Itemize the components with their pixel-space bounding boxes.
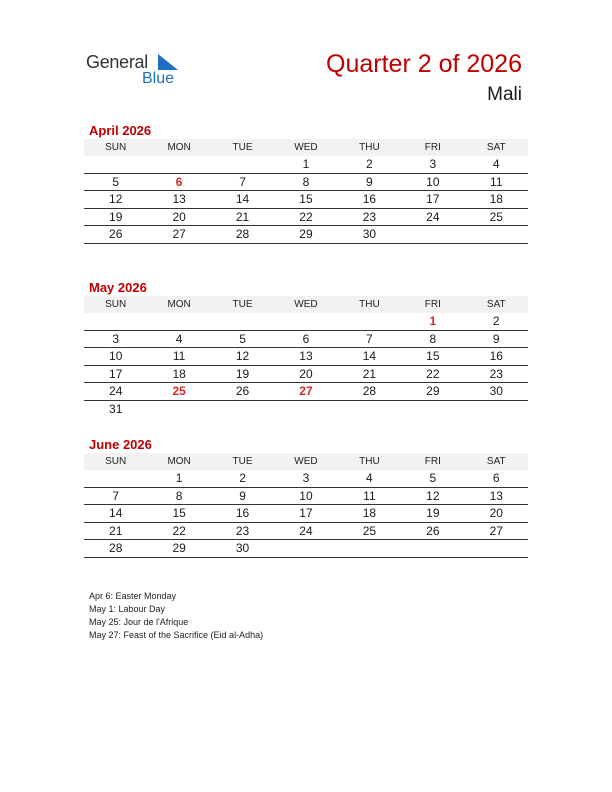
weekday-header: SAT [465, 453, 528, 470]
day-cell: 19 [401, 505, 464, 523]
day-cell: 2 [465, 313, 528, 330]
day-cell: 3 [401, 156, 464, 173]
day-cell [84, 313, 147, 330]
weekday-header: TUE [211, 296, 274, 313]
weekday-header: TUE [211, 139, 274, 156]
month-june [84, 436, 528, 558]
day-cell [84, 470, 147, 487]
day-cell [401, 226, 464, 244]
week-row [84, 208, 528, 226]
day-cell: 16 [338, 191, 401, 209]
day-cell: 4 [338, 470, 401, 487]
day-cell: 14 [84, 505, 147, 523]
weekday-header-row [84, 139, 528, 156]
day-cell: 25 [338, 522, 401, 540]
day-cell [465, 540, 528, 558]
day-cell: 18 [465, 191, 528, 209]
day-cell: 28 [211, 226, 274, 244]
day-cell: 18 [338, 505, 401, 523]
holiday-notes [89, 590, 263, 642]
day-cell: 13 [465, 487, 528, 505]
weekday-header: MON [147, 296, 210, 313]
month-title: April 2026 [89, 123, 152, 138]
day-cell: 26 [211, 383, 274, 401]
holiday-note: May 25: Jour de l'Afrique [89, 617, 189, 627]
day-cell: 22 [401, 365, 464, 383]
day-cell: 4 [465, 156, 528, 173]
calendar-table [84, 139, 528, 244]
day-cell: 24 [274, 522, 337, 540]
day-cell: 20 [147, 208, 210, 226]
day-cell: 27 [274, 383, 337, 401]
day-cell: 9 [465, 330, 528, 348]
weekday-header: SUN [84, 139, 147, 156]
month-may [84, 279, 528, 417]
month-title: May 2026 [89, 280, 147, 295]
day-cell [338, 400, 401, 417]
day-cell: 14 [211, 191, 274, 209]
calendar-table [84, 453, 528, 558]
day-cell: 7 [211, 173, 274, 191]
day-cell: 8 [147, 487, 210, 505]
day-cell: 6 [147, 173, 210, 191]
day-cell [401, 540, 464, 558]
day-cell: 30 [211, 540, 274, 558]
day-cell: 13 [147, 191, 210, 209]
day-cell: 2 [211, 470, 274, 487]
day-cell: 10 [274, 487, 337, 505]
holiday-note: May 27: Feast of the Sacrifice (Eid al-Adha) [89, 630, 264, 640]
day-cell: 13 [274, 348, 337, 366]
day-cell: 4 [147, 330, 210, 348]
week-row [84, 470, 528, 487]
weekday-header: FRI [401, 453, 464, 470]
week-row [84, 330, 528, 348]
day-cell: 14 [338, 348, 401, 366]
week-row [84, 365, 528, 383]
week-row [84, 191, 528, 209]
day-cell: 10 [401, 173, 464, 191]
logo [86, 52, 186, 88]
day-cell [465, 400, 528, 417]
day-cell: 1 [147, 470, 210, 487]
day-cell: 29 [401, 383, 464, 401]
day-cell: 1 [274, 156, 337, 173]
day-cell: 3 [84, 330, 147, 348]
week-row [84, 487, 528, 505]
weekday-header: MON [147, 139, 210, 156]
weekday-header: SAT [465, 296, 528, 313]
day-cell: 5 [211, 330, 274, 348]
day-cell [274, 540, 337, 558]
month-april [84, 122, 528, 244]
day-cell: 10 [84, 348, 147, 366]
day-cell: 23 [465, 365, 528, 383]
day-cell: 19 [211, 365, 274, 383]
day-cell [274, 400, 337, 417]
week-row [84, 348, 528, 366]
day-cell: 16 [211, 505, 274, 523]
day-cell: 8 [401, 330, 464, 348]
day-cell: 11 [147, 348, 210, 366]
week-row [84, 383, 528, 401]
day-cell: 21 [211, 208, 274, 226]
day-cell: 24 [401, 208, 464, 226]
day-cell: 20 [465, 505, 528, 523]
day-cell: 26 [84, 226, 147, 244]
day-cell: 15 [147, 505, 210, 523]
day-cell: 18 [147, 365, 210, 383]
weekday-header: SUN [84, 296, 147, 313]
day-cell [465, 226, 528, 244]
day-cell [147, 156, 210, 173]
day-cell [147, 313, 210, 330]
day-cell: 5 [84, 173, 147, 191]
day-cell: 11 [465, 173, 528, 191]
weekday-header: TUE [211, 453, 274, 470]
weekday-header: SUN [84, 453, 147, 470]
day-cell: 21 [338, 365, 401, 383]
day-cell [211, 156, 274, 173]
day-cell: 12 [211, 348, 274, 366]
holiday-note: Apr 6: Easter Monday [89, 591, 177, 601]
day-cell: 24 [84, 383, 147, 401]
day-cell [147, 400, 210, 417]
week-row [84, 540, 528, 558]
calendar-table [84, 296, 528, 417]
day-cell [211, 313, 274, 330]
day-cell: 19 [84, 208, 147, 226]
day-cell: 5 [401, 470, 464, 487]
day-cell: 17 [84, 365, 147, 383]
holiday-note: May 1: Labour Day [89, 604, 166, 614]
logo-word-general: General [86, 52, 148, 72]
week-row [84, 313, 528, 330]
week-row [84, 173, 528, 191]
day-cell: 22 [147, 522, 210, 540]
day-cell: 17 [274, 505, 337, 523]
day-cell: 20 [274, 365, 337, 383]
weekday-header-row [84, 296, 528, 313]
day-cell: 31 [109, 401, 123, 416]
day-cell: 3 [274, 470, 337, 487]
day-cell [338, 540, 401, 558]
week-row [84, 522, 528, 540]
week-row [84, 226, 528, 244]
day-cell: 6 [465, 470, 528, 487]
day-cell: 25 [465, 208, 528, 226]
day-cell: 26 [401, 522, 464, 540]
day-cell: 11 [338, 487, 401, 505]
day-cell: 6 [274, 330, 337, 348]
day-cell [338, 313, 401, 330]
day-cell: 22 [274, 208, 337, 226]
day-cell: 30 [338, 226, 401, 244]
day-cell: 7 [338, 330, 401, 348]
day-cell: 9 [338, 173, 401, 191]
day-cell: 12 [84, 191, 147, 209]
week-row [84, 400, 528, 417]
day-cell: 28 [338, 383, 401, 401]
day-cell [84, 156, 147, 173]
weekday-header-row [84, 453, 528, 470]
day-cell [401, 400, 464, 417]
day-cell: 17 [401, 191, 464, 209]
weekday-header: WED [274, 296, 337, 313]
day-cell: 9 [211, 487, 274, 505]
day-cell: 15 [401, 348, 464, 366]
day-cell: 2 [338, 156, 401, 173]
weekday-header: FRI [401, 296, 464, 313]
weekday-header: SAT [465, 139, 528, 156]
day-cell: 16 [465, 348, 528, 366]
day-cell [274, 313, 337, 330]
week-row [84, 505, 528, 523]
weekday-header: THU [338, 296, 401, 313]
country-name: Mali [487, 84, 522, 105]
day-cell: 27 [147, 226, 210, 244]
page-title: Quarter 2 of 2026 [326, 50, 522, 78]
day-cell: 7 [84, 487, 147, 505]
weekday-header: THU [338, 139, 401, 156]
day-cell: 23 [211, 522, 274, 540]
day-cell: 25 [147, 383, 210, 401]
day-cell: 12 [401, 487, 464, 505]
logo-word-blue: Blue [142, 70, 175, 87]
day-cell: 8 [274, 173, 337, 191]
day-cell: 30 [465, 383, 528, 401]
day-cell: 23 [338, 208, 401, 226]
weekday-header: WED [274, 453, 337, 470]
day-cell: 1 [401, 313, 464, 330]
day-cell: 28 [84, 540, 147, 558]
weekday-header: MON [147, 453, 210, 470]
week-row [84, 156, 528, 173]
weekday-header: THU [338, 453, 401, 470]
weekday-header: WED [274, 139, 337, 156]
day-cell [211, 400, 274, 417]
day-cell: 29 [147, 540, 210, 558]
month-title: June 2026 [89, 437, 152, 452]
day-cell: 29 [274, 226, 337, 244]
day-cell: 15 [274, 191, 337, 209]
day-cell: 27 [465, 522, 528, 540]
day-cell: 21 [84, 522, 147, 540]
weekday-header: FRI [401, 139, 464, 156]
